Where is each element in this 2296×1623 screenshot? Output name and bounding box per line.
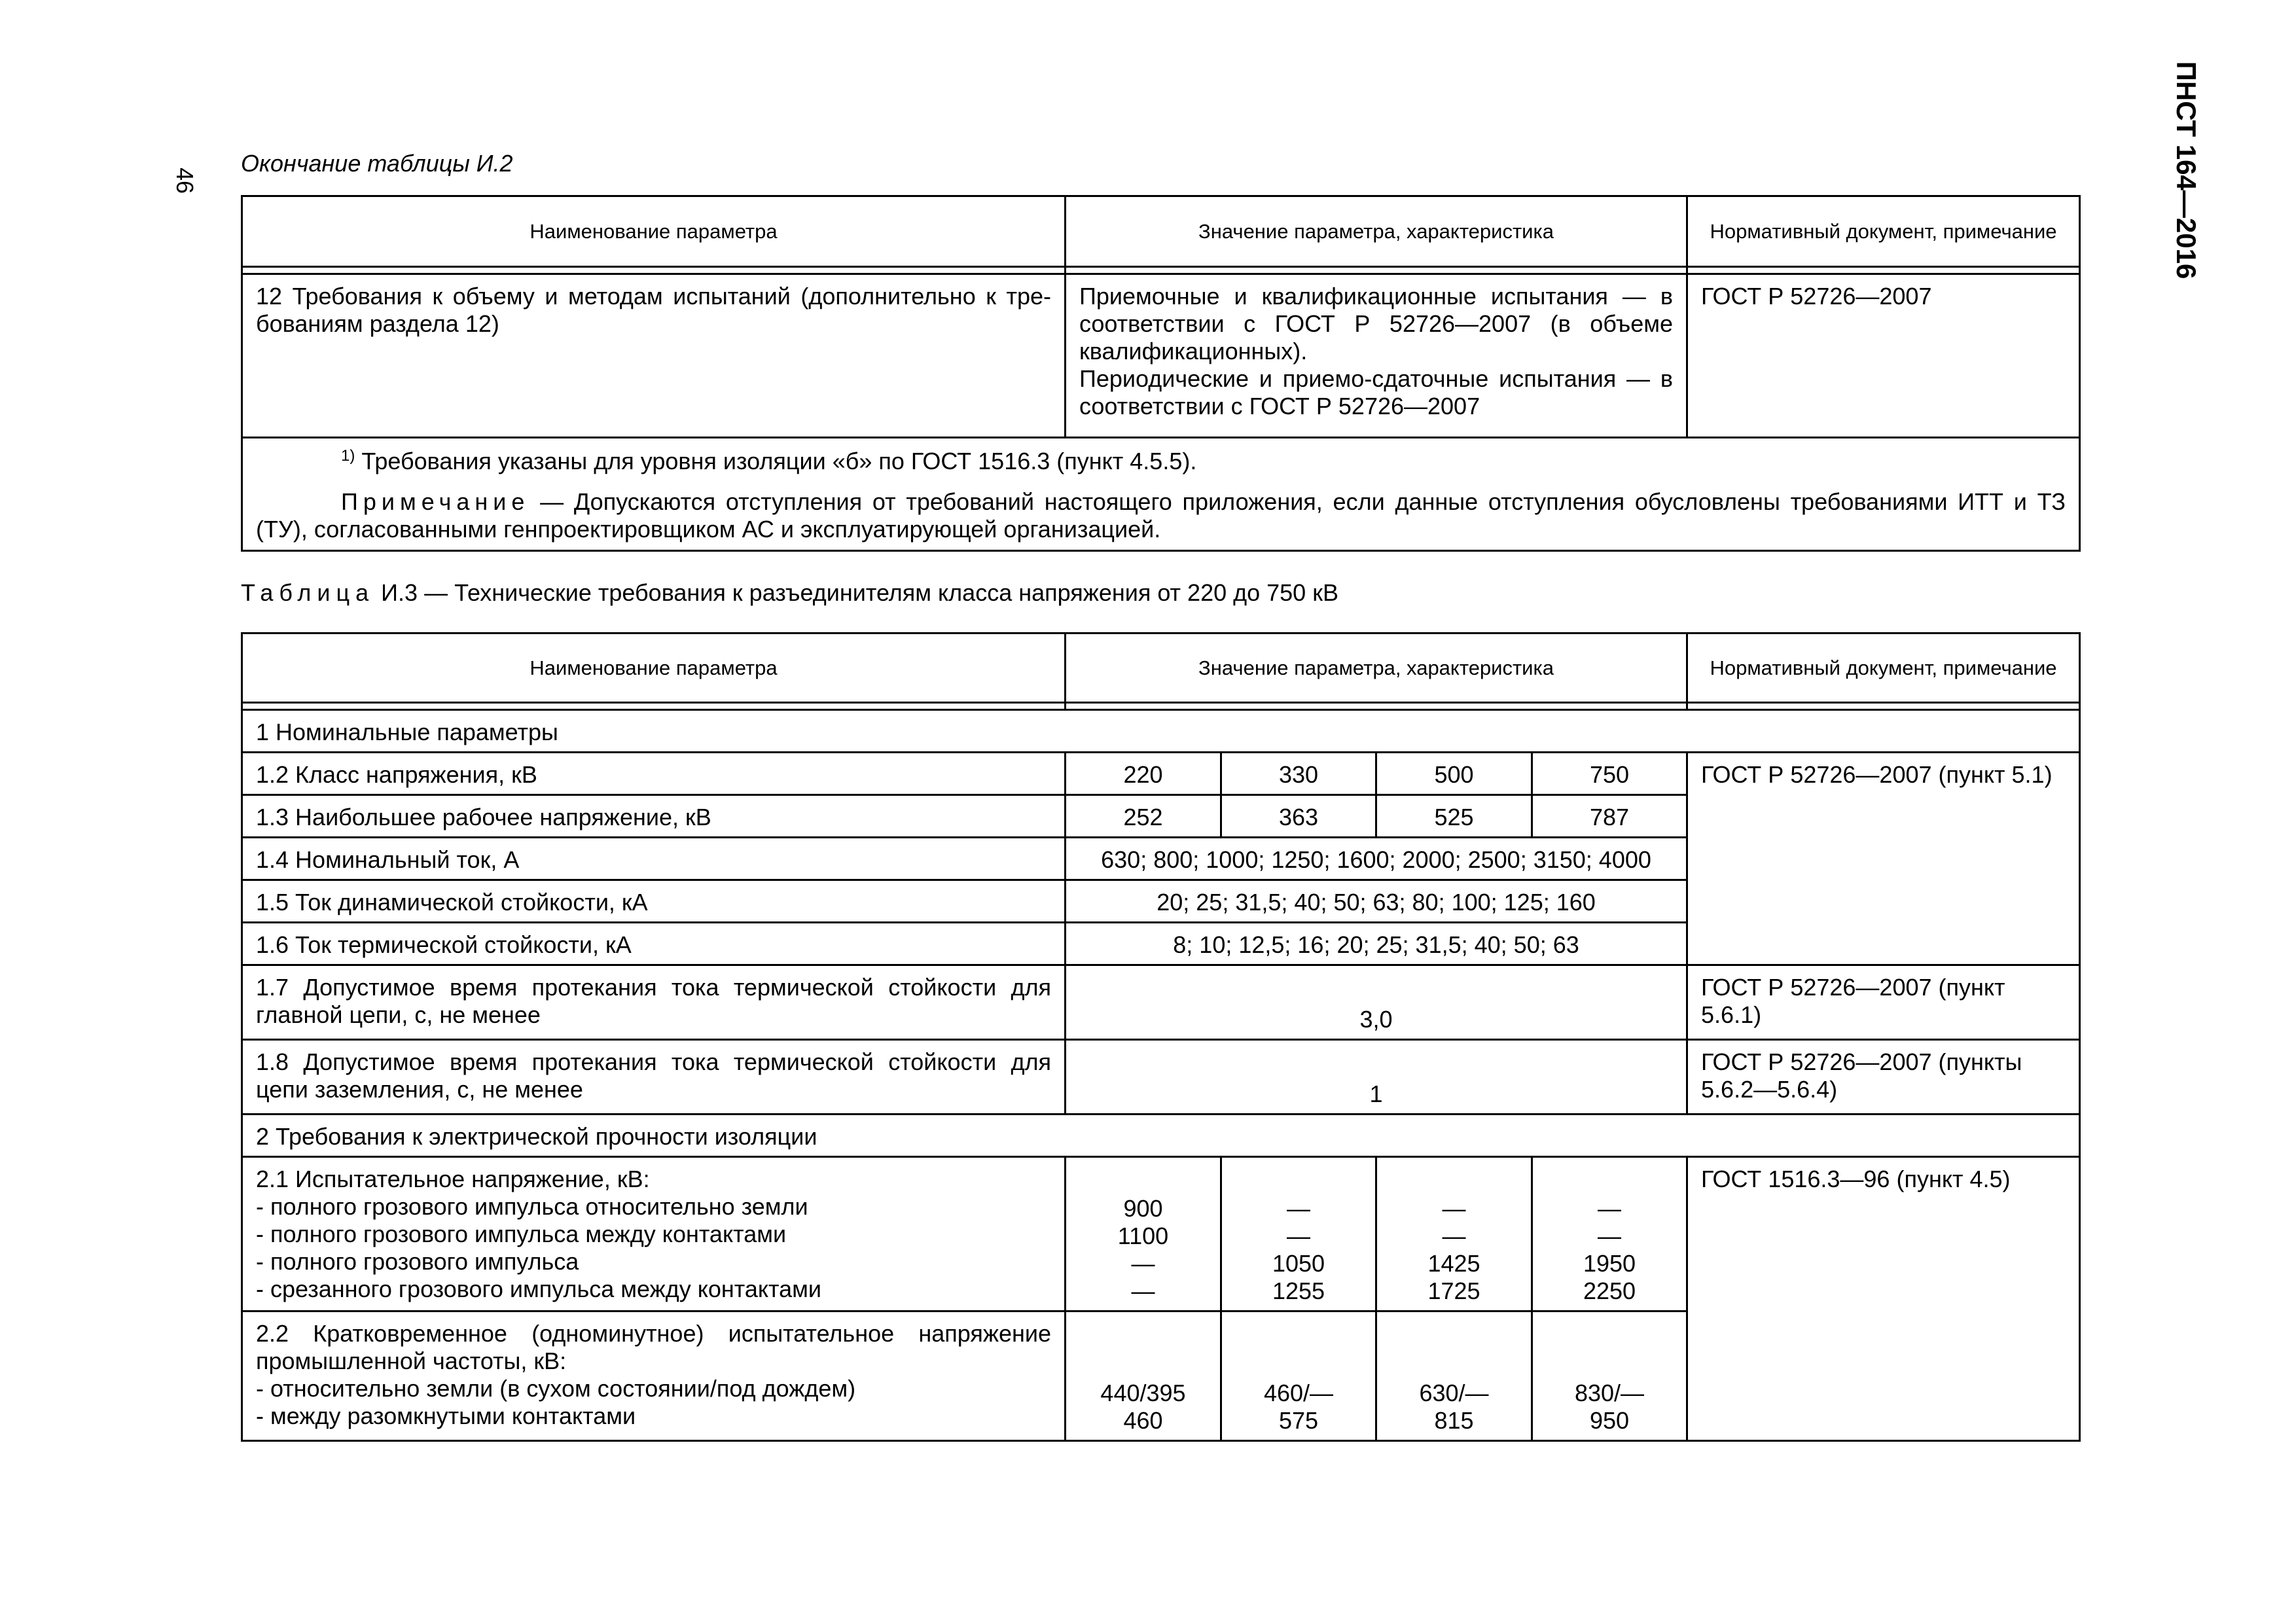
footnote-cell — [242, 438, 2080, 551]
r15-value: 20; 25; 31,5; 40; 50; 63; 80; 100; 125; 160 — [1066, 880, 1687, 923]
row12-value — [1066, 274, 1687, 438]
footnote-marker: 1) — [341, 447, 355, 465]
r22-v750 — [1532, 1311, 1687, 1441]
document-designation: ПНСТ 164—2016 — [2171, 61, 2202, 279]
note-text: — Допускаются отступления от требований настоящего приложения, если данные отступления обусловлены требованиями ИТТ и ТЗ (ТУ), согласованными генпроектировщиком АС и эксплуатирующей организацией. — [256, 488, 2066, 543]
r21-param-line: - полного грозового импульса — [256, 1248, 579, 1275]
r22-v750-b: 950 — [1589, 1407, 1630, 1434]
r17-param: 1.7 Допустимое время протекания тока термической стойкости для главной цепи, с, не менее — [242, 965, 1066, 1040]
table-row — [242, 274, 2080, 438]
r12-v500: 500 — [1376, 753, 1532, 795]
r21-v220-b: 1100 — [1117, 1222, 1169, 1249]
table-row — [242, 753, 2080, 795]
table-row — [242, 1040, 2080, 1115]
row12-value-line2: Периодические и приемо-сдаточные испытания — в соответствии с ГОСТ Р 52726—2007 — [1079, 365, 1673, 419]
header-separator — [242, 267, 2080, 274]
r17-norm: ГОСТ Р 52726—2007 (пункт 5.6.1) — [1687, 965, 2080, 1040]
section2-title: 2 Требования к электрической прочности изоляции — [242, 1115, 2080, 1157]
table-i2-ending — [241, 195, 2081, 552]
table-row — [242, 965, 2080, 1040]
r22-param-line: - относительно земли (в сухом состоянии/под дождем) — [256, 1375, 856, 1402]
r22-v330-b: 575 — [1278, 1407, 1319, 1434]
r21-param-line: 2.1 Испытательное напряжение, кВ: — [256, 1166, 650, 1192]
r12-v220: 220 — [1066, 753, 1221, 795]
table-header-row — [242, 196, 2080, 267]
r12-param: 1.2 Класс напряжения, кВ — [242, 753, 1066, 795]
r22-v750-a: 830/— — [1574, 1380, 1645, 1406]
header-param: Наименование параметра — [242, 633, 1066, 703]
header-norm: Нормативный документ, примечание — [1687, 633, 2080, 703]
r21-v750-b: — — [1598, 1222, 1622, 1249]
note-label: Примечание — [341, 488, 530, 515]
header-separator — [242, 703, 2080, 710]
norm-rows-1-2-to-1-6: ГОСТ Р 52726—2007 (пункт 5.1) — [1687, 753, 2080, 965]
table-i3-caption — [241, 579, 1338, 607]
r18-norm: ГОСТ Р 52726—2007 (пункты 5.6.2—5.6.4) — [1687, 1040, 2080, 1115]
r22-v220-b: 460 — [1123, 1407, 1163, 1434]
r22-param-line: 2.2 Кратковременное (одноминутное) испытательное напряжение промышленной частоты, кВ: — [256, 1320, 1051, 1374]
r13-v330: 363 — [1221, 795, 1376, 838]
r21-v750-a: — — [1598, 1195, 1622, 1222]
page-number: 46 — [171, 167, 199, 194]
table-i3 — [241, 632, 2081, 1442]
r21-param-line: - полного грозового импульса между контактами — [256, 1221, 787, 1247]
r22-param — [242, 1311, 1066, 1441]
r21-v500-d: 1725 — [1427, 1277, 1480, 1304]
r21-v330 — [1221, 1157, 1376, 1311]
caption-text: И.3 — Технические требования к разъединителям класса напряжения от 220 до 750 кВ — [381, 579, 1338, 606]
section-row — [242, 710, 2080, 753]
r21-v750 — [1532, 1157, 1687, 1311]
table-header-row — [242, 633, 2080, 703]
r22-v220-a: 440/395 — [1100, 1380, 1186, 1406]
r22-v330-a: 460/— — [1263, 1380, 1334, 1406]
r18-value: 1 — [1066, 1040, 1687, 1115]
footnote — [256, 448, 2066, 475]
row12-value-line1: Приемочные и квалификационные испытания — в соответствии с ГОСТ Р 52726—2007 (в объеме квалификационных). — [1079, 283, 1673, 365]
r21-v330-a: — — [1287, 1195, 1310, 1222]
r21-v500-a: — — [1442, 1195, 1466, 1222]
header-param: Наименование параметра — [242, 196, 1066, 267]
r21-v220-d: — — [1131, 1277, 1155, 1304]
r22-v500-b: 815 — [1434, 1407, 1474, 1434]
r14-value: 630; 800; 1000; 1250; 1600; 2000; 2500; 3150; 4000 — [1066, 838, 1687, 880]
r21-v500-b: — — [1442, 1222, 1466, 1249]
row12-param: 12 Требования к объему и методам испытаний (дополнительно к тре-бованиям раздела 12) — [242, 274, 1066, 438]
table-row — [242, 1157, 2080, 1311]
r18-param: 1.8 Допустимое время протекания тока термической стойкости для цепи заземления, с, не менее — [242, 1040, 1066, 1115]
caption-label: Таблица — [241, 579, 375, 606]
r22-v220 — [1066, 1311, 1221, 1441]
row12-norm: ГОСТ Р 52726—2007 — [1687, 274, 2080, 438]
r15-param: 1.5 Ток динамической стойкости, кА — [242, 880, 1066, 923]
r14-param: 1.4 Номинальный ток, А — [242, 838, 1066, 880]
note — [256, 488, 2066, 543]
r21-v750-c: 1950 — [1583, 1250, 1636, 1277]
r13-v750: 787 — [1532, 795, 1687, 838]
r21-param-line: - полного грозового импульса относительно земли — [256, 1193, 808, 1220]
r22-param-line: - между разомкнутыми контактами — [256, 1402, 636, 1429]
section-row — [242, 1115, 2080, 1157]
footnote-text: Требования указаны для уровня изоляции «б» по ГОСТ 1516.3 (пункт 4.5.5). — [361, 448, 1197, 474]
header-value: Значение параметра, характеристика — [1066, 196, 1687, 267]
r13-v220: 252 — [1066, 795, 1221, 838]
r21-v330-c: 1050 — [1272, 1250, 1325, 1277]
r21-v220-a: 900 — [1123, 1195, 1163, 1222]
r16-param: 1.6 Ток термической стойкости, кА — [242, 923, 1066, 965]
r21-v750-d: 2250 — [1583, 1277, 1636, 1304]
footnote-row — [242, 438, 2080, 551]
r12-v330: 330 — [1221, 753, 1376, 795]
r21-v500 — [1376, 1157, 1532, 1311]
section1-title: 1 Номинальные параметры — [242, 710, 2080, 753]
r12-v750: 750 — [1532, 753, 1687, 795]
r16-value: 8; 10; 12,5; 16; 20; 25; 31,5; 40; 50; 63 — [1066, 923, 1687, 965]
r21-param-line: - срезанного грозового импульса между контактами — [256, 1275, 821, 1302]
r13-param: 1.3 Наибольшее рабочее напряжение, кВ — [242, 795, 1066, 838]
r21-v330-d: 1255 — [1272, 1277, 1325, 1304]
r21-param — [242, 1157, 1066, 1311]
r22-v330 — [1221, 1311, 1376, 1441]
continuation-title: Окончание таблицы И.2 — [241, 150, 513, 177]
r21-v500-c: 1425 — [1427, 1250, 1480, 1277]
header-norm: Нормативный документ, примечание — [1687, 196, 2080, 267]
r22-v500 — [1376, 1311, 1532, 1441]
r13-v500: 525 — [1376, 795, 1532, 838]
header-value: Значение параметра, характеристика — [1066, 633, 1687, 703]
r21-v220-c: — — [1131, 1250, 1155, 1277]
r21-r22-norm: ГОСТ 1516.3—96 (пункт 4.5) — [1687, 1157, 2080, 1441]
r21-v220 — [1066, 1157, 1221, 1311]
r21-v330-b: — — [1287, 1222, 1310, 1249]
r22-v500-a: 630/— — [1419, 1380, 1489, 1406]
r17-value: 3,0 — [1066, 965, 1687, 1040]
